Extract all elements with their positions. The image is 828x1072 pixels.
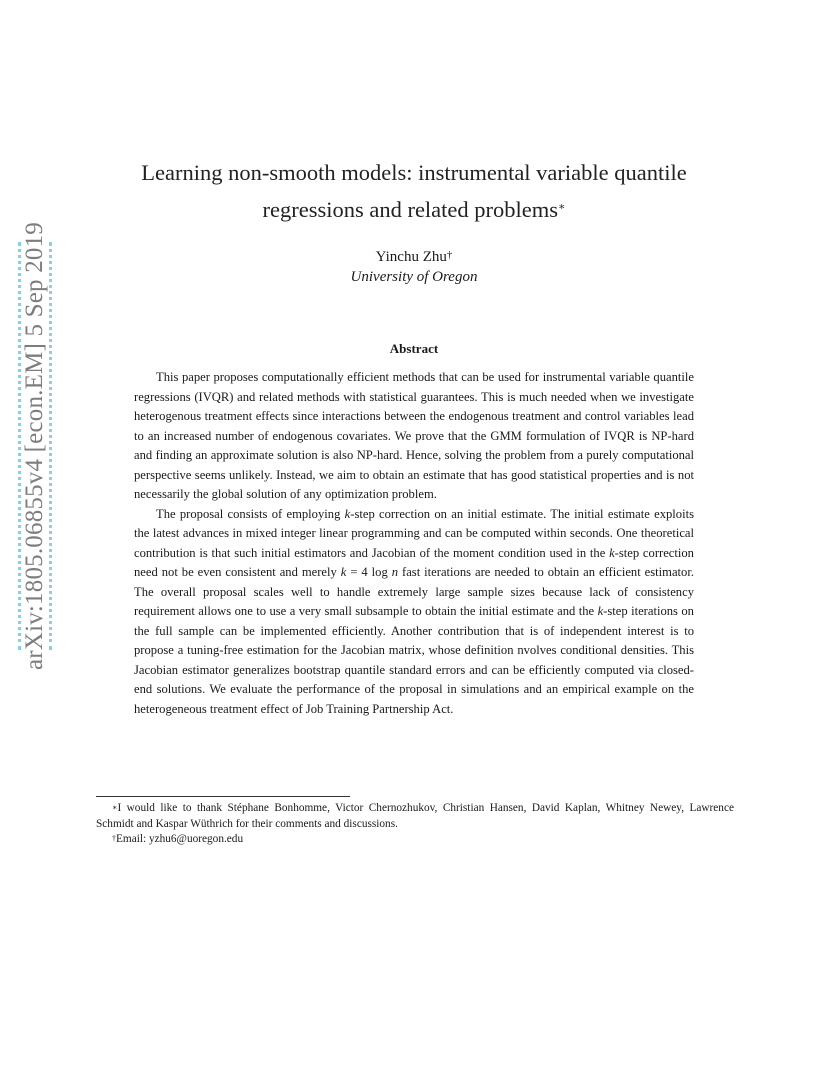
footnote-marker: † xyxy=(112,834,116,844)
footnote-acknowledgements xyxy=(96,801,734,832)
arxiv-stamp xyxy=(18,221,52,671)
abstract-p2-text-b: -step correction on an initial estimate. The initial estimate exploits the latest advances in mixed integer linear programming and can be computed within seconds. One theoretical contribution is that such initial estimators and Jacobian of the moment condition used in the xyxy=(134,506,694,560)
abstract-p2-text-c: -step correction need not be even consistent and merely xyxy=(134,545,694,579)
footnote-separator xyxy=(96,796,350,797)
math-n: n xyxy=(391,565,399,579)
title-footnote-marker: ∗ xyxy=(558,201,566,213)
math-k: k xyxy=(344,506,351,521)
math-k: k xyxy=(609,545,615,560)
arxiv-identifier: arXiv:1805.06855v4 [econ.EM] 5 Sep 2019 xyxy=(21,221,49,671)
math-k: k xyxy=(340,565,347,579)
math-formula-body: = 4 log xyxy=(346,565,392,579)
abstract-p2-text-d: fast iterations are needed to obtain an efficient estimator. The overall proposal scales well to handle extremely large sample sizes because lack of consistency requirement allows one to use a very small subsample to obtain the initial estimate and the xyxy=(134,565,694,618)
abstract-p2-text-a: The proposal consists of employing xyxy=(156,506,345,521)
abstract-paragraph-1: This paper proposes computationally efficient methods that can be used for instrumental variable quantile regressions (IVQR) and related methods with statistical guarantees. This is much needed when we investigate heterogenous treatment effects since interactions between the endogenous treatment and control variables lead to an increased number of endogenous covariates. We prove that the GMM formulation of IVQR is NP-hard and finding an approximate solution is also NP-hard. Hence, solving the problem from a purely computational perspective seems unlikely. Instead, we aim to obtain an estimate that has good statistical properties and is not necessarily the global solution of any optimization problem. xyxy=(134,370,694,501)
abstract-heading: Abstract xyxy=(389,341,439,356)
author-affiliation: University of Oregon xyxy=(350,269,478,285)
author-line xyxy=(100,246,728,268)
paper-title xyxy=(100,154,728,228)
author-name: Yinchu Zhu xyxy=(375,249,447,265)
footnote-text: Email: yzhu6@uoregon.edu xyxy=(116,833,244,846)
footnotes xyxy=(96,801,734,848)
abstract-body xyxy=(134,368,694,719)
title-line-1: Learning non-smooth models: instrumental variable quantile xyxy=(141,160,687,185)
stamp-border-right xyxy=(49,242,52,650)
author-footnote-marker: † xyxy=(446,249,453,261)
title-line-2-text: regressions and related problems xyxy=(262,197,559,222)
abstract-paragraph-2 xyxy=(134,505,694,720)
footnote-text: I would like to thank Stéphane Bonhomme, Victor Chernozhukov, Christian Hansen, David Kaplan, Whitney Newey, Lawrence Schmidt and Kaspar Wüthrich for their comments and discussions. xyxy=(96,802,734,830)
footnote-email xyxy=(96,832,734,848)
title-line-2 xyxy=(100,191,728,228)
math-k: k xyxy=(597,604,604,618)
footnote-marker: ∗ xyxy=(112,803,118,812)
abstract-p2-text-e: -step iterations on the full sample can be implemented efficiently. Another contribution that is of independent interest is to propose a tuning-free estimation for the Jacobian matrix, whose definition nvolves conditional densities. This Jacobian estimator generalizes bootstrap quantile standard errors and can be efficiently computed via closed-end solutions. We evaluate the performance of the proposal in simulations and an empirical example on the heterogeneous treatment effect of Job Training Partnership Act. xyxy=(134,604,694,716)
